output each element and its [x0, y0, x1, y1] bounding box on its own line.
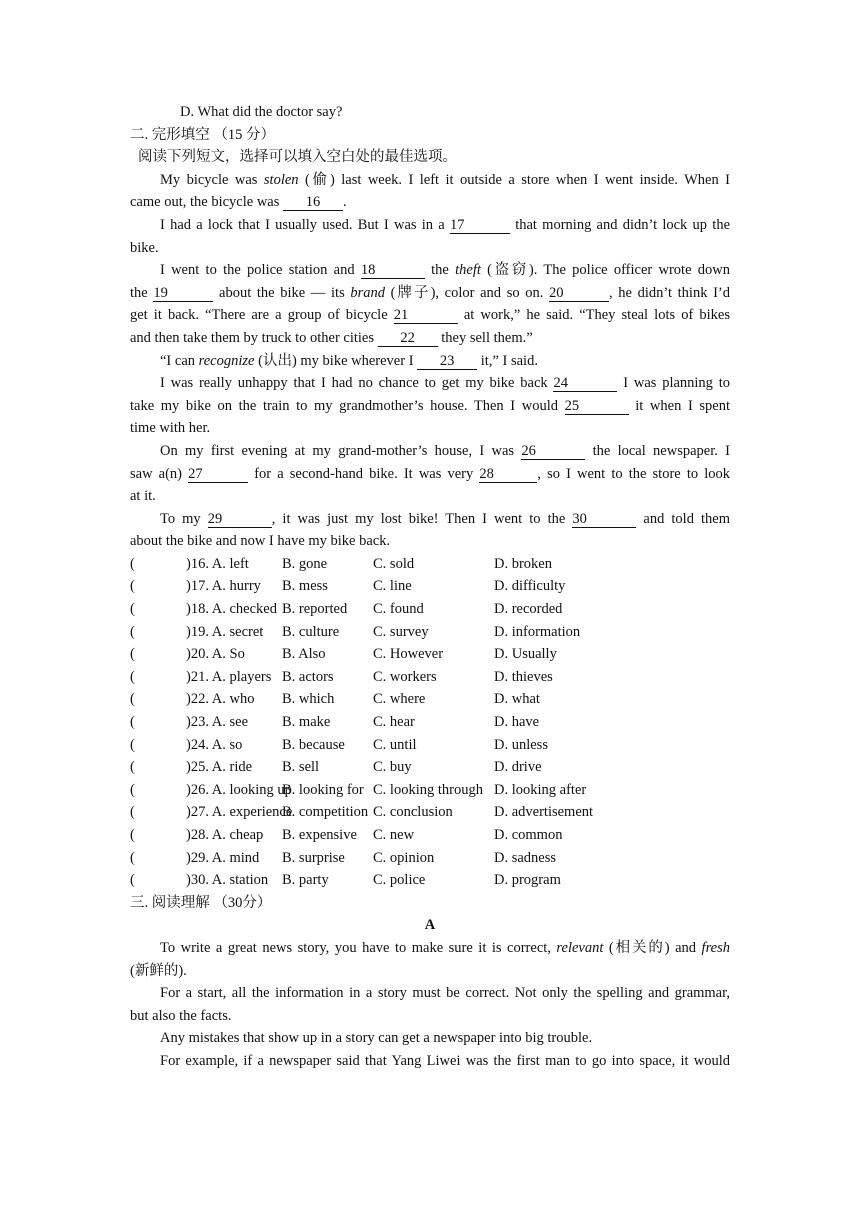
option-row: ( )18. A. checked B. reported C. found D. recorded — [130, 601, 563, 618]
blank-19[interactable]: 19 — [153, 286, 213, 302]
blank-18[interactable]: 18 — [361, 263, 425, 279]
option-row: ( )16. A. left B. gone C. sold D. broken — [130, 555, 552, 572]
option-row: ( )23. A. see B. make C. hear D. have — [130, 714, 540, 731]
option-row: ( )27. A. experience B. competition C. conclusion D. advertisement — [130, 804, 594, 821]
passage-line: (新鲜的). — [130, 962, 187, 979]
passage-line: I went to the police station and 18 the theft (盗窃). The police officer wrote down — [160, 262, 730, 279]
passage-line: On my first evening at my grand-mother’s house, I was 26 the local newspaper. I — [160, 442, 730, 459]
reading-passage — [130, 937, 730, 1073]
option-row: ( )26. A. looking up B. looking for C. looking through D. looking after — [130, 781, 587, 798]
section-2-instruction: 阅读下列短文，选择可以填入空白处的最佳选项。 — [138, 149, 457, 166]
section-3-heading: 三. 阅读理解 （30分） — [130, 894, 272, 911]
passage-line: bike. — [130, 239, 159, 256]
options-list — [130, 553, 730, 892]
option-row: ( )24. A. so B. because C. until D. unless — [130, 736, 548, 753]
blank-16[interactable]: 16 — [283, 195, 343, 211]
passage-line: saw a(n) 27 for a second-hand bike. It was very 28 , so I went to the store to look — [130, 465, 730, 482]
passage-line: came out, the bicycle was 16 . — [130, 194, 347, 211]
passage-a-label: A — [424, 917, 436, 934]
passage-line: time with her. — [130, 420, 211, 437]
option-row: ( )17. A. hurry B. mess C. line D. difficulty — [130, 578, 566, 595]
blank-27[interactable]: 27 — [188, 467, 248, 483]
option-row: ( )29. A. mind B. surprise C. opinion D. sadness — [130, 849, 557, 866]
passage-line: take my bike on the train to my grandmother’s house. Then I would 25 it when I spent — [130, 397, 730, 414]
option-row: ( )22. A. who B. which C. where D. what — [130, 691, 540, 708]
option-row: ( )20. A. So B. Also C. However D. Usually — [130, 646, 557, 663]
passage-line: “I can recognize (认出) my bike wherever I 23 it,” I said. — [160, 352, 538, 369]
option-row: ( )19. A. secret B. culture C. survey D. information — [130, 623, 581, 640]
passage-line: For example, if a newspaper said that Yang Liwei was the first man to go into space, it would — [160, 1052, 730, 1069]
passage-line: To write a great news story, you have to make sure it is correct, relevant (相关的) and fresh — [160, 939, 731, 956]
passage-line: I had a lock that I usually used. But I was in a 17 that morning and didn’t lock up the — [160, 216, 730, 233]
passage-line: To my 29 , it was just my lost bike! Then I went to the 30 and told them — [160, 510, 730, 527]
passage-line: For a start, all the information in a story must be correct. Not only the spelling and grammar, — [160, 985, 730, 1002]
passage-line: Any mistakes that show up in a story can get a newspaper into big trouble. — [160, 1030, 593, 1047]
blank-23[interactable]: 23 — [417, 354, 477, 370]
passage-line: at it. — [130, 488, 156, 505]
cloze-passage — [130, 169, 730, 553]
blank-28[interactable]: 28 — [479, 467, 537, 483]
option-row: ( )25. A. ride B. sell C. buy D. drive — [130, 759, 542, 776]
blank-17[interactable]: 17 — [450, 218, 510, 234]
blank-20[interactable]: 20 — [549, 286, 609, 302]
passage-line: My bicycle was stolen (偷) last week. I left it outside a store when I went inside. When I — [160, 171, 730, 188]
option-row: ( )28. A. cheap B. expensive C. new D. common — [130, 827, 563, 843]
option-row: ( )30. A. station B. party C. police D. program — [130, 872, 561, 889]
section-2-heading: 二. 完形填空 （15 分） — [130, 126, 275, 143]
passage-line: the 19 about the bike — its brand (牌子), color and so on. 20 , he didn’t think I’d — [130, 284, 731, 301]
passage-line: about the bike and now I have my bike back. — [130, 533, 391, 550]
passage-line: I was really unhappy that I had no chance to get my bike back 24 I was planning to — [160, 375, 730, 392]
blank-21[interactable]: 21 — [394, 308, 458, 324]
option-row: ( )21. A. players B. actors C. workers D. thieves — [130, 668, 553, 685]
blank-30[interactable]: 30 — [572, 512, 636, 528]
blank-22[interactable]: 22 — [378, 331, 438, 347]
exam-page — [130, 101, 730, 1073]
blank-29[interactable]: 29 — [208, 512, 272, 528]
blank-24[interactable]: 24 — [553, 376, 617, 392]
option-d-previous: D. What did the doctor say? — [180, 104, 343, 120]
blank-25[interactable]: 25 — [565, 399, 629, 415]
passage-line: and then take them by truck to other cities 22 they sell them.” — [130, 329, 533, 346]
passage-line: get it back. “There are a group of bicycle 21 at work,” he said. “They steal lots of bikes — [130, 307, 730, 324]
blank-26[interactable]: 26 — [521, 444, 585, 460]
passage-line: but also the facts. — [130, 1007, 232, 1024]
